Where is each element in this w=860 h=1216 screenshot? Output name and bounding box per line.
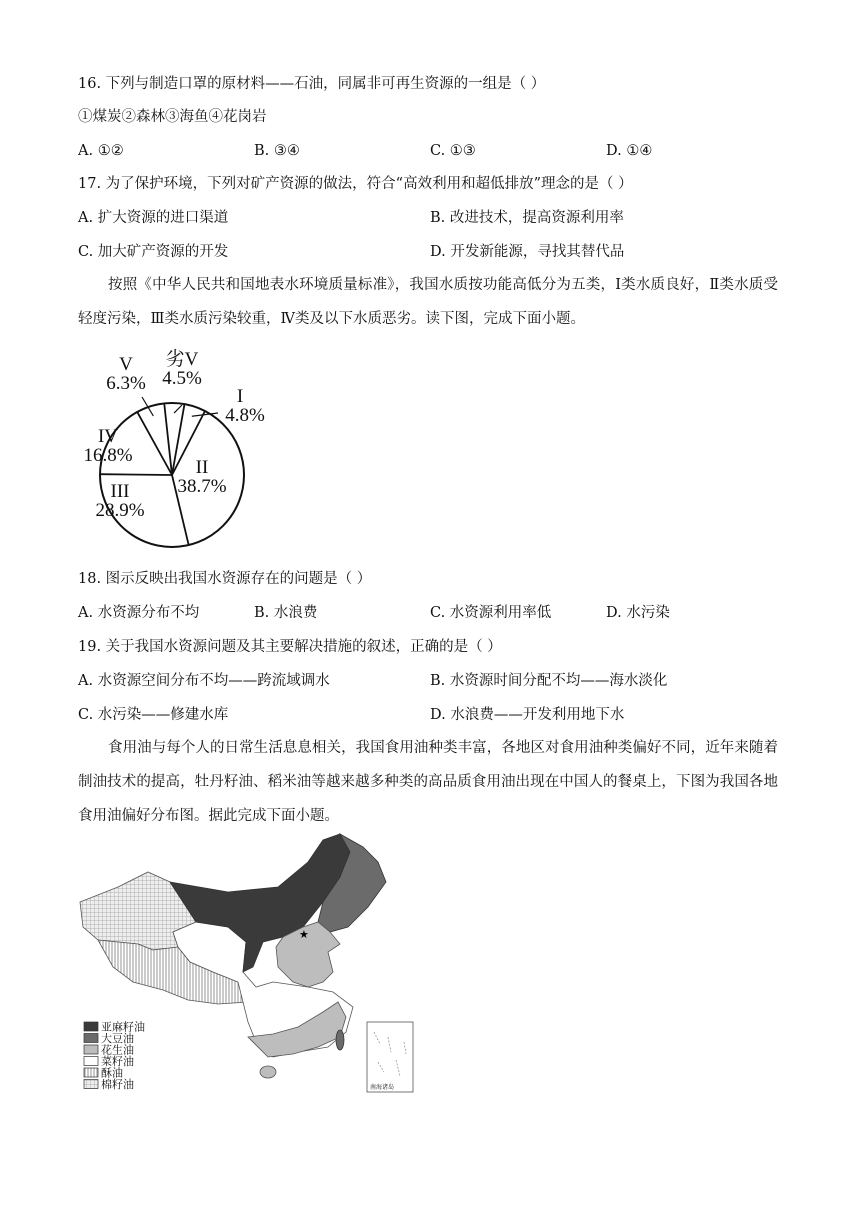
q18-option-d[interactable]: D. 水污染 [606,605,670,621]
passage-edible-oil: 食用油与每个人的日常生活息息相关，我国食用油种类丰富，各地区对食用油种类偏好不同，近年来随着制油技术的提高，牡丹籽油、稻米油等越来越多种类的高品质食用油出现在中国人的餐桌上，下图为我国各地食用油偏好分布图。据此完成下面小题。 [78,740,778,824]
q16-stem: 16. 下列与制造口罩的原材料——石油，同属非可再生资源的一组是（ ） [78,76,546,92]
q16-items: ①煤炭②森林③海鱼④花岗岩 [78,109,267,125]
legend-label: 菜籽油 [101,1055,134,1068]
q18-stem: 18. 图示反映出我国水资源存在的问题是（ ） [78,571,372,587]
legend-label: 棉籽油 [101,1078,134,1091]
legend-swatch [84,1034,98,1043]
q19-option-a[interactable]: A. 水资源空间分布不均——跨流域调水 [78,673,330,689]
q19-stem: 19. 关于我国水资源问题及其主要解决措施的叙述，正确的是（ ） [78,639,502,655]
capital-star-icon: ★ [299,928,309,941]
q16-option-d[interactable]: D. ①④ [606,143,653,159]
pie-label-V: V [119,354,133,375]
legend-swatch [84,1057,98,1066]
china-edible-oil-map [78,832,418,1097]
legend-label: 花生油 [101,1043,134,1057]
legend-swatch [84,1022,98,1031]
south-china-sea-inset [367,1022,413,1092]
pie-value-III: 28.9% [95,500,145,521]
legend-swatch [84,1068,98,1077]
q19-option-d[interactable]: D. 水浪费——开发利用地下水 [430,707,625,723]
q19-option-b[interactable]: B. 水资源时间分配不均——海水淡化 [430,673,668,689]
inset-label: 南海诸岛 [370,1084,395,1091]
map-legend [84,1020,145,1092]
pie-value-II: 38.7% [177,476,227,497]
q17-option-c[interactable]: C. 加大矿产资源的开发 [78,244,229,260]
pie-value-I: 4.8% [225,405,265,426]
q16-option-a[interactable]: A. ①② [78,143,124,159]
pie-label-I: I [236,386,244,407]
pie-value-V: 6.3% [106,373,146,394]
q16-option-c[interactable]: C. ①③ [430,143,476,159]
q17-stem: 17. 为了保护环境，下列对矿产资源的做法，符合“高效利用和超低排放”理念的是（ ） [78,176,633,192]
legend-label: 大豆油 [101,1032,134,1045]
pie-label-IV: IV [97,426,119,447]
legend-label: 酥油 [101,1066,123,1080]
pie-label-II: II [195,457,209,478]
pie-label-劣V: 劣V [165,349,199,370]
region-hainan [260,1066,276,1078]
passage-water-quality: 按照《中华人民共和国地表水环境质量标准》，我国水质按功能高低分为五类，Ⅰ类水质良好，Ⅱ类水质受轻度污染，Ⅲ类水质污染较重，Ⅳ类及以下水质恶劣。读下图，完成下面小题。 [78,277,778,327]
q19-option-c[interactable]: C. 水污染——修建水库 [78,707,229,723]
q17-option-a[interactable]: A. 扩大资源的进口渠道 [78,210,229,226]
legend-swatch [84,1080,98,1089]
q17-option-b[interactable]: B. 改进技术，提高资源利用率 [430,210,624,226]
legend-swatch [84,1045,98,1054]
water-quality-pie-chart [83,345,290,555]
pie-value-劣V: 4.5% [162,368,202,389]
q18-option-b[interactable]: B. 水浪费 [254,605,318,621]
pie-label-III: III [110,481,130,502]
region-taiwan [336,1030,344,1050]
q17-option-d[interactable]: D. 开发新能源，寻找其替代品 [430,244,625,260]
q16-option-b[interactable]: B. ③④ [254,143,300,159]
q18-option-a[interactable]: A. 水资源分布不均 [78,605,200,621]
pie-value-IV: 16.8% [83,445,133,466]
legend-label: 亚麻籽油 [101,1020,145,1034]
q18-option-c[interactable]: C. 水资源利用率低 [430,605,552,621]
pie-slice-boundary [100,474,172,475]
